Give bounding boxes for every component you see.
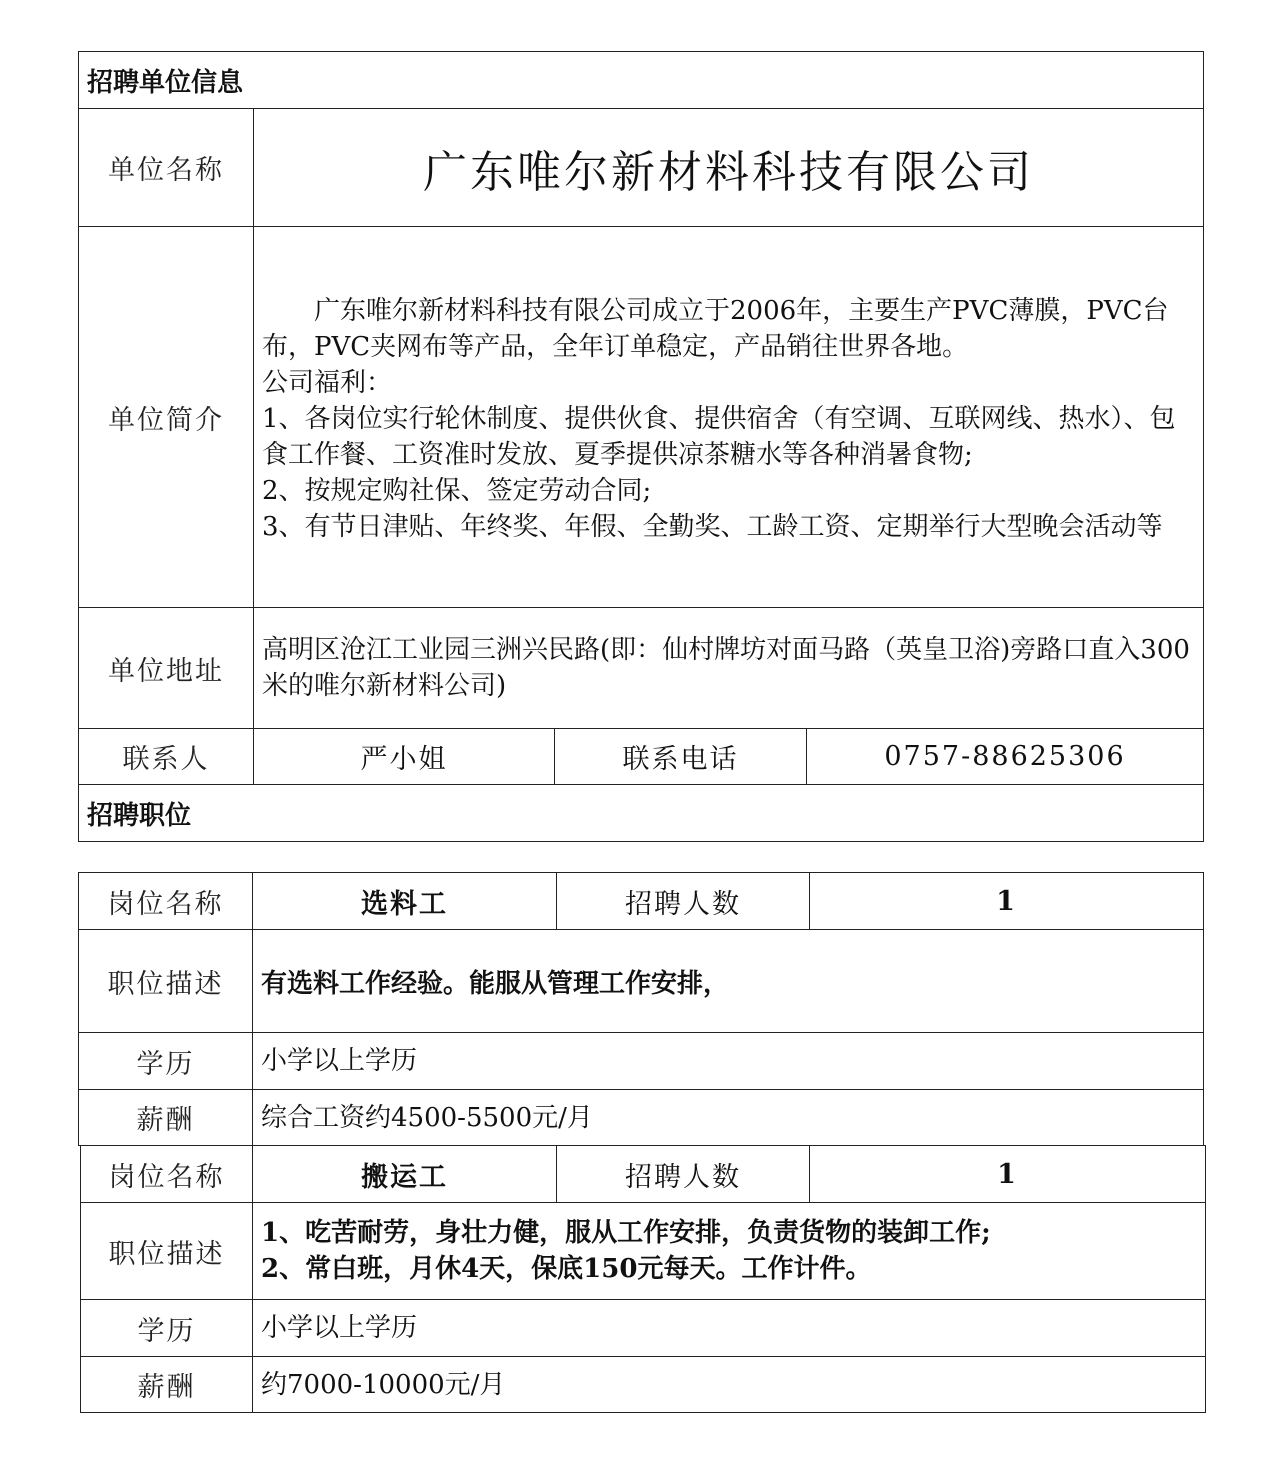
- headcount-value: 1: [810, 1146, 1206, 1203]
- position-desc-line: 有选料工作经验。能服从管理工作安排，: [261, 969, 730, 999]
- company-address-label: 单位地址: [79, 608, 254, 729]
- intro-benefit-3: 3、有节日津贴、年终奖、年假、全勤奖、工龄工资、定期举行大型晚会活动等: [262, 512, 1163, 542]
- position-name: 搬运工: [253, 1146, 557, 1203]
- position-desc: [253, 1203, 1206, 1300]
- phone-number: 0757-88625306: [807, 729, 1204, 785]
- company-intro: [254, 227, 1204, 608]
- position-name: 选料工: [253, 873, 557, 930]
- company-name: 广东唯尔新材料科技有限公司: [254, 109, 1204, 227]
- headcount-label: 招聘人数: [557, 873, 810, 930]
- education-value: 小学以上学历: [253, 1033, 1204, 1090]
- salary-value: 约7000-10000元/月: [253, 1357, 1206, 1413]
- position-desc-label: 职位描述: [81, 1203, 253, 1300]
- headcount-value: 1: [810, 873, 1204, 930]
- positions-section-title: 招聘职位: [79, 785, 1204, 842]
- education-label: 学历: [81, 1300, 253, 1357]
- contact-label: 联系人: [79, 729, 254, 785]
- intro-paragraph: 广东唯尔新材料科技有限公司成立于2006年，主要生产PVC薄膜，PVC台布，PVC夹网布等产品，全年订单稳定，产品销往世界各地。: [262, 296, 1169, 362]
- contact-name: 严小姐: [254, 729, 555, 785]
- position-desc-line: 1、吃苦耐劳，身壮力健，服从工作安排，负责货物的装卸工作;: [261, 1218, 991, 1248]
- company-info-table: [78, 51, 1204, 842]
- phone-label: 联系电话: [555, 729, 807, 785]
- company-section-title: 招聘单位信息: [79, 52, 1204, 109]
- company-address: 高明区沧江工业园三洲兴民路(即：仙村牌坊对面马路（英皇卫浴)旁路口直入300米的唯尔新材料公司): [254, 608, 1204, 729]
- position-desc-line: 2、常白班，月休4天，保底150元每天。工作计件。: [261, 1254, 872, 1284]
- salary-label: 薪酬: [81, 1357, 253, 1413]
- intro-benefits-heading: 公司福利：: [262, 368, 393, 398]
- education-label: 学历: [79, 1033, 253, 1090]
- salary-label: 薪酬: [79, 1090, 253, 1146]
- intro-benefit-1: 1、各岗位实行轮休制度、提供伙食、提供宿舍（有空调、互联网线、热水）、包食工作餐、工资准时发放、夏季提供凉茶糖水等各种消暑食物;: [262, 404, 1176, 470]
- position-desc: [253, 930, 1204, 1033]
- position-name-label: 岗位名称: [79, 873, 253, 930]
- position-desc-label: 职位描述: [79, 930, 253, 1033]
- position-table-1: [78, 872, 1204, 1146]
- company-intro-label: 单位简介: [79, 227, 254, 608]
- headcount-label: 招聘人数: [557, 1146, 810, 1203]
- company-name-label: 单位名称: [79, 109, 254, 227]
- position-table-2: [80, 1145, 1206, 1413]
- intro-benefit-2: 2、按规定购社保、签定劳动合同;: [262, 476, 652, 506]
- salary-value: 综合工资约4500-5500元/月: [253, 1090, 1204, 1146]
- position-name-label: 岗位名称: [81, 1146, 253, 1203]
- education-value: 小学以上学历: [253, 1300, 1206, 1357]
